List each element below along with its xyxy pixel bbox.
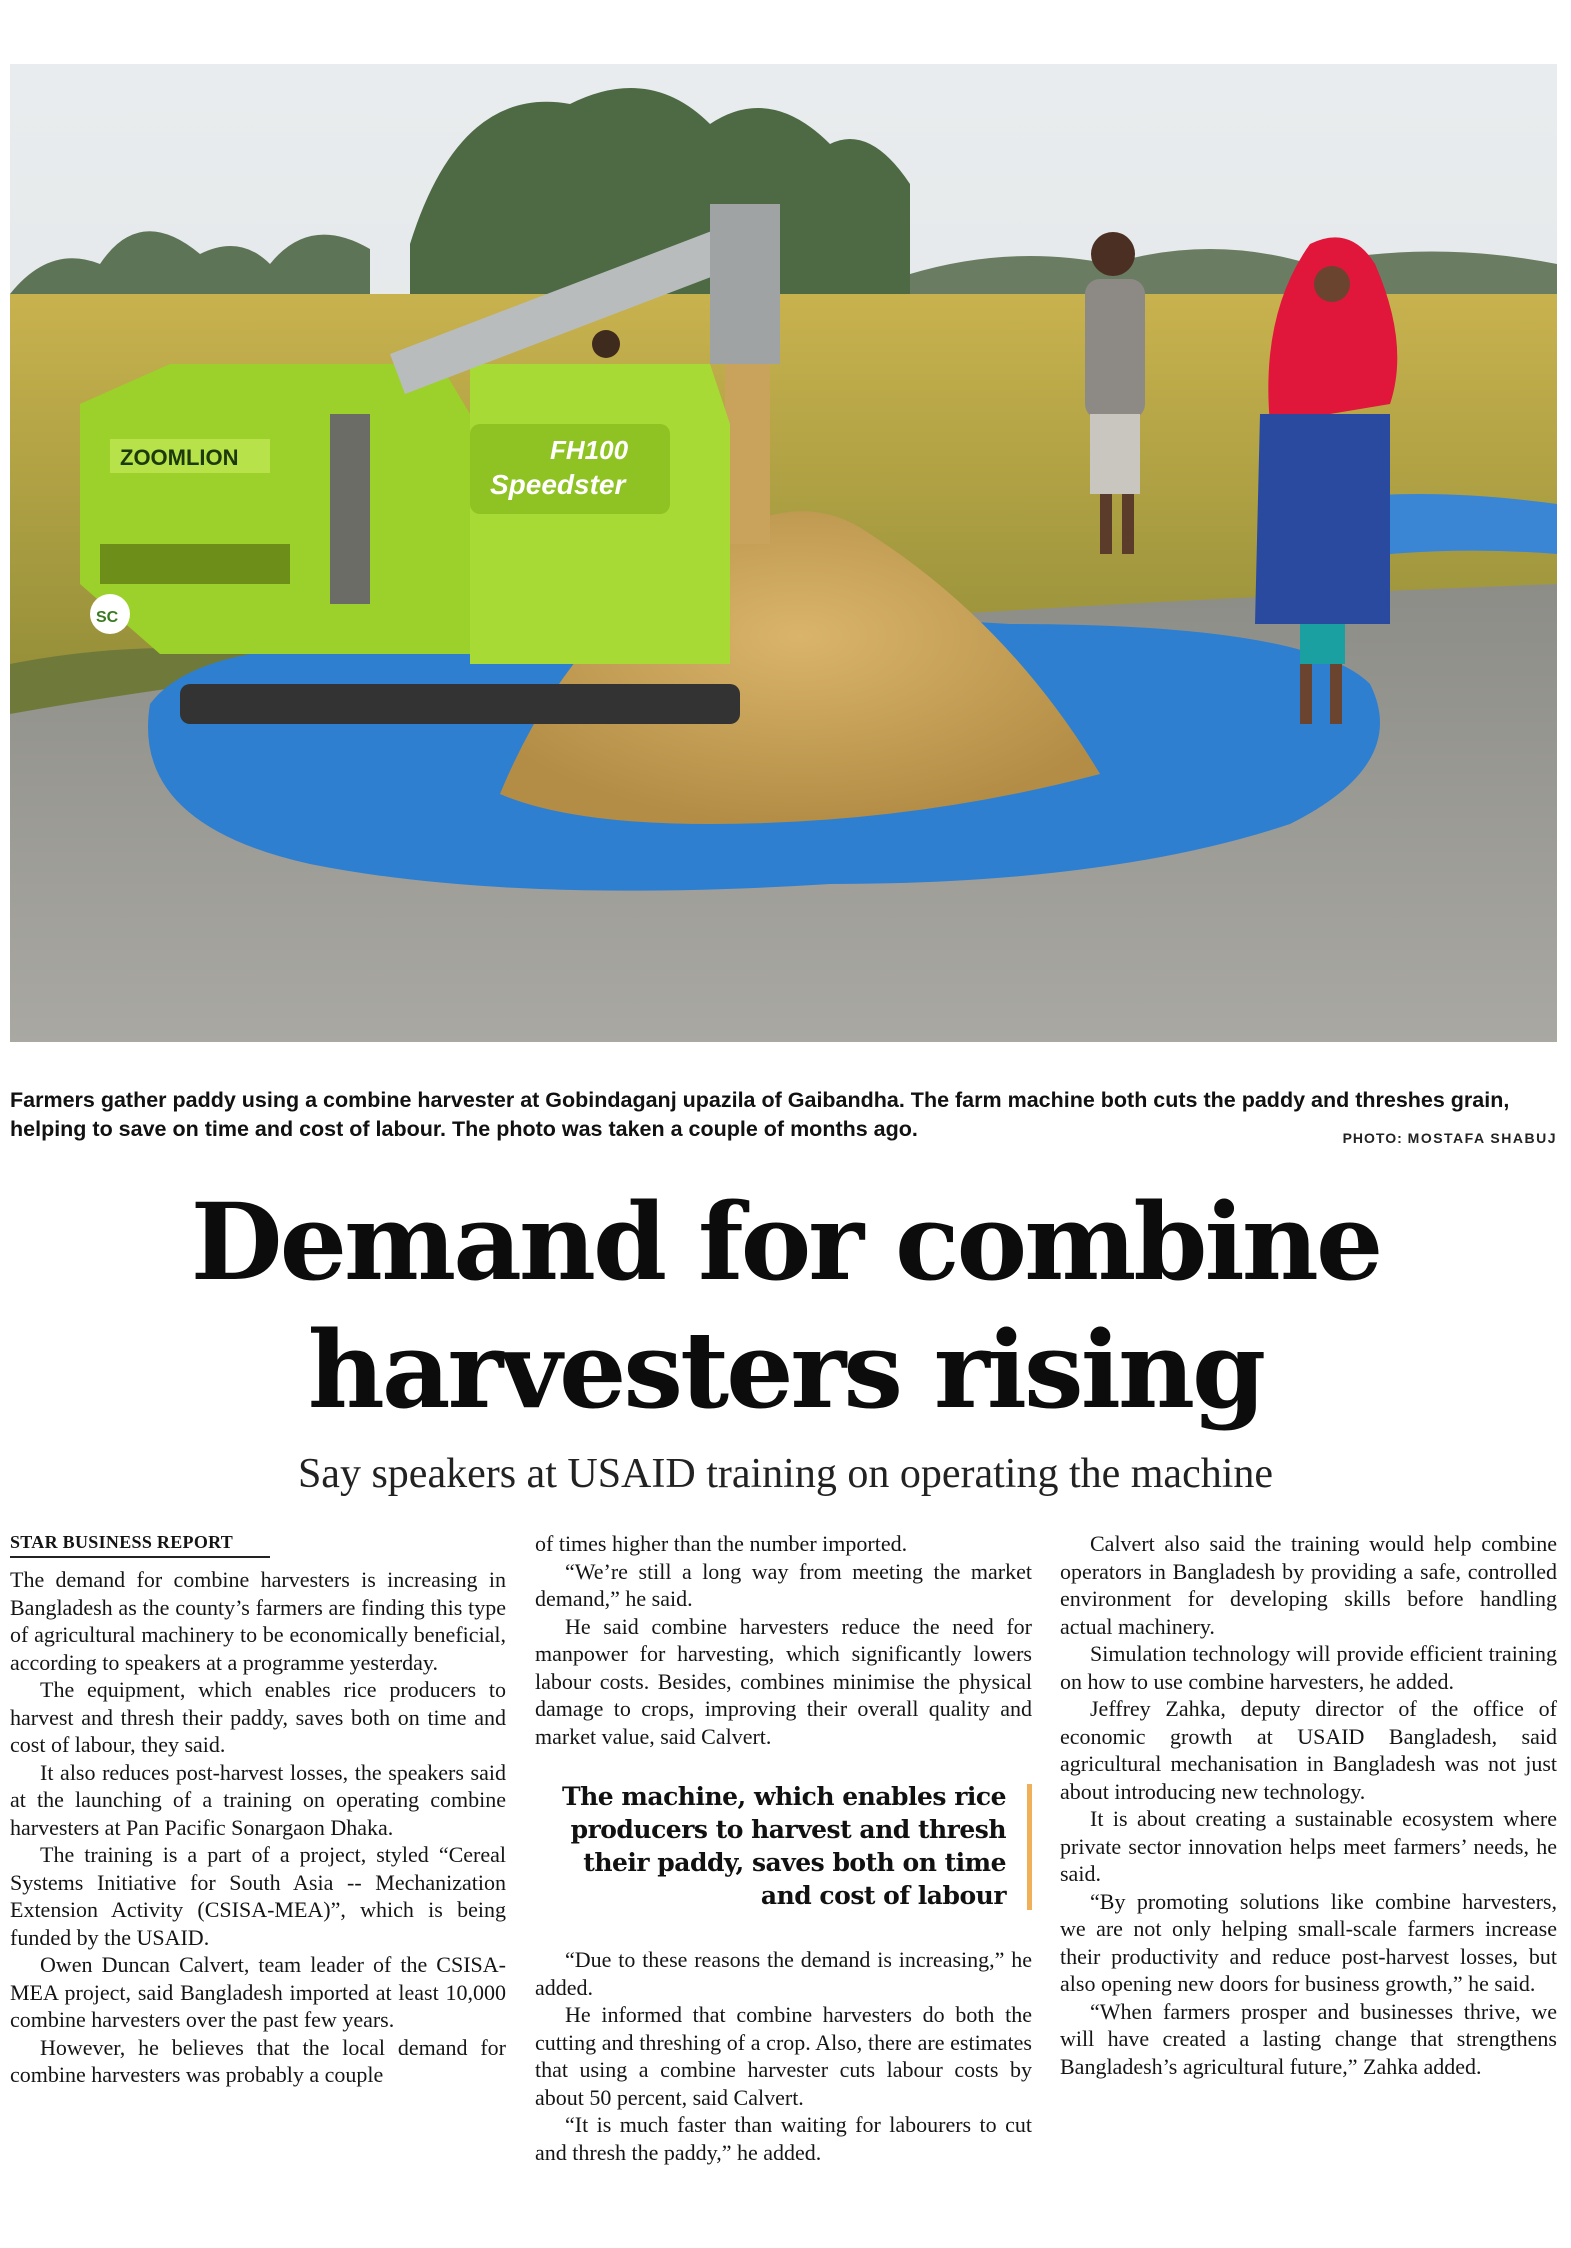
news-photo bbox=[10, 64, 1557, 1042]
paragraph: “Due to these reasons the demand is increasing,” he added. bbox=[535, 1947, 1032, 2000]
paragraph: However, he believes that the local demand for combine harvesters was probably a couple bbox=[10, 2034, 506, 2087]
article-column-3 bbox=[1060, 1530, 1557, 2080]
paragraph: The equipment, which enables rice producers to harvest and thresh their paddy, saves both on time and cost of labour, they said. bbox=[10, 1677, 506, 1757]
article-column-2 bbox=[535, 1530, 1032, 2166]
headline-line-2: harvesters rising bbox=[307, 1307, 1264, 1432]
paragraph: of times higher than the number imported. bbox=[535, 1531, 908, 1556]
paragraph: The demand for combine harvesters is increasing in Bangladesh as the county’s farmers are finding this type of agricultural machinery to be economically beneficial, according to speakers at a programme yesterday. bbox=[10, 1567, 506, 1675]
paragraph: “By promoting solutions like combine harvesters, we are not only helping small-scale farmers increase their productivity and reduce post-harvest losses, but also opening new doors for business growth,” he said. bbox=[1060, 1888, 1557, 1996]
pull-quote-text: The machine, which enables rice producers to harvest and thresh their paddy, saves both on time and cost of labour bbox=[562, 1782, 1006, 1910]
paragraph: “We’re still a long way from meeting the market demand,” he said. bbox=[535, 1558, 1032, 1611]
pull-quote-bar bbox=[1027, 1784, 1032, 1910]
subheadline: Say speakers at USAID training on operating the machine bbox=[297, 1451, 1274, 1497]
credit-label: PHOTO: bbox=[1342, 1130, 1403, 1146]
machine-series-text: Speedster bbox=[490, 469, 626, 500]
paragraph: Owen Duncan Calvert, team leader of the CSISA-MEA project, said Bangladesh imported at least 10,000 combine harvesters over the past few years. bbox=[10, 1952, 506, 2032]
paragraph: Simulation technology will provide efficient training on how to use combine harvesters, he added. bbox=[1060, 1641, 1557, 1694]
paragraph: It is about creating a sustainable ecosystem where private sector innovation helps meet farmers’ needs, he said. bbox=[1060, 1806, 1557, 1886]
headline-line-1: Demand for combine bbox=[190, 1179, 1381, 1304]
machine-brand-text: ZOOMLION bbox=[120, 445, 239, 470]
machine-model-text: FH100 bbox=[550, 435, 629, 465]
paragraph: “When farmers prosper and businesses thrive, we will have created a lasting change that strengthens Bangladesh’s agricultural future,” Zahka added. bbox=[1060, 1998, 1557, 2079]
headline bbox=[0, 1178, 1571, 1434]
paragraph: The training is a part of a project, styled “Cereal Systems Initiative for South Asia -- Mechanization Extension Activity (CSISA-MEA)”, which is being funded by the USAID. bbox=[10, 1842, 506, 1950]
machine-badge-text: SC bbox=[96, 609, 119, 626]
paragraph: He said combine harvesters reduce the need for manpower for harvesting, which significantly lowers labour costs. Besides, combines minimise the physical damage to crops, improving their overall quality and market value, said Calvert. bbox=[535, 1613, 1032, 1749]
paragraph: “It is much faster than waiting for labourers to cut and thresh the paddy,” he added. bbox=[535, 2112, 1032, 2165]
article-column-1 bbox=[10, 1530, 506, 2089]
caption-text: Farmers gather paddy using a combine harvester at Gobindaganj upazila of Gaibandha. The farm machine both cuts the paddy and threshes grain, helping to save on time and cost of labour. The photo was taken a couple of months ago. bbox=[10, 1088, 1510, 1141]
harvest-photo-illustration bbox=[10, 64, 1557, 1042]
byline: STAR BUSINESS REPORT bbox=[10, 1530, 270, 1558]
paragraph: He informed that combine harvesters do both the cutting and threshing of a crop. Also, there are estimates that using a combine harvester cuts labour costs by about 50 percent, said Calvert. bbox=[535, 2002, 1032, 2110]
paragraph: Calvert also said the training would help combine operators in Bangladesh by providing a safe, controlled environment for developing skills before handling actual machinery. bbox=[1060, 1531, 1557, 1639]
credit-name: MOSTAFA SHABUJ bbox=[1407, 1130, 1557, 1146]
photo-credit bbox=[1343, 1124, 1557, 1153]
photo-caption bbox=[10, 1086, 1557, 1144]
paragraph: It also reduces post-harvest losses, the speakers said at the launching of a training on operating combine harvesters at Pan Pacific Sonargaon Dhaka. bbox=[10, 1759, 506, 1840]
pull-quote bbox=[535, 1780, 1032, 1912]
paragraph: Jeffrey Zahka, deputy director of the office of economic growth at USAID Bangladesh, said agricultural mechanisation in Bangladesh was not just about introducing new technology. bbox=[1060, 1696, 1557, 1804]
